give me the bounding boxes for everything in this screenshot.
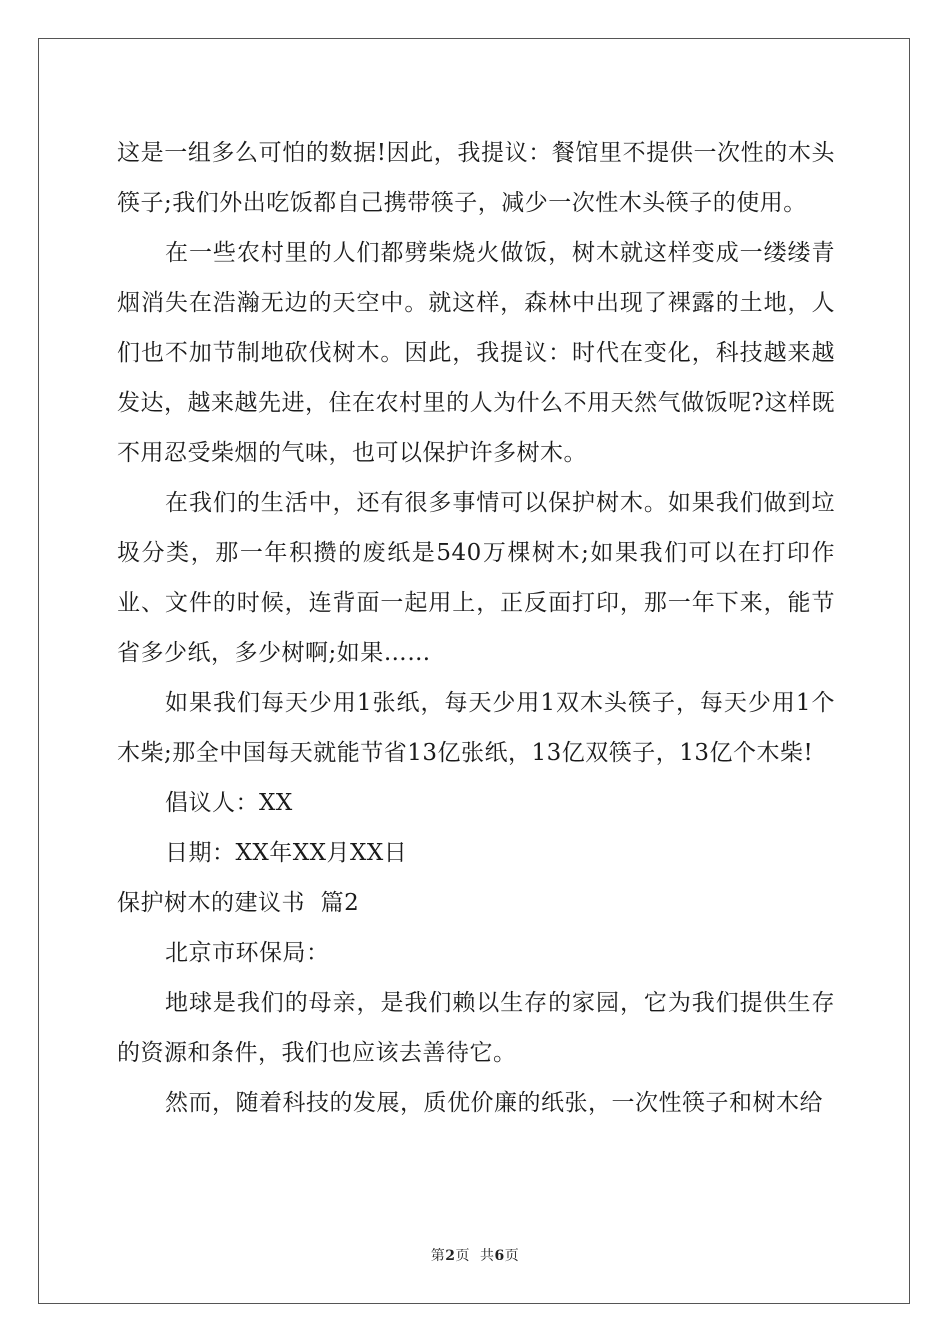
section-heading: 保护树木的建议书 篇2 bbox=[117, 890, 360, 916]
page-footer bbox=[0, 1245, 950, 1265]
paragraph-1: 这是一组多么可怕的数据!因此，我提议：餐馆里不提供一次性的木头筷子;我们外出吃饭都自己携带筷子，减少一次性木头筷子的使用。 bbox=[117, 140, 835, 216]
total-page-number: 6 bbox=[494, 1248, 505, 1264]
page-mid: 页 共 bbox=[455, 1248, 495, 1264]
paragraph-6: 然而，随着科技的发展，质优价廉的纸张，一次性筷子和树木给 bbox=[165, 1090, 823, 1116]
page-prefix: 第 bbox=[430, 1248, 446, 1264]
signer-line: 倡议人：XX bbox=[165, 790, 293, 816]
date-line: 日期：XX年XX月XX日 bbox=[165, 840, 408, 866]
paragraph-4: 如果我们每天少用1张纸，每天少用1双木头筷子，每天少用1个木柴;那全中国每天就能节省13亿张纸，13亿双筷子，13亿个木柴! bbox=[117, 690, 835, 766]
paragraph-2: 在一些农村里的人们都劈柴烧火做饭，树木就这样变成一缕缕青烟消失在浩瀚无边的天空中。就这样，森林中出现了裸露的土地，人们也不加节制地砍伐树木。因此，我提议：时代在变化，科技越来越发达，越来越先进，住在农村里的人为什么不用天然气做饭呢?这样既不用忍受柴烟的气味，也可以保护许多树木。 bbox=[117, 240, 835, 466]
current-page-number: 2 bbox=[445, 1248, 456, 1264]
salutation: 北京市环保局： bbox=[165, 940, 330, 966]
document-body bbox=[117, 128, 835, 1128]
paragraph-5: 地球是我们的母亲，是我们赖以生存的家园，它为我们提供生存的资源和条件，我们也应该去善待它。 bbox=[117, 990, 835, 1066]
paragraph-3: 在我们的生活中，还有很多事情可以保护树木。如果我们做到垃圾分类，那一年积攒的废纸是540万棵树木;如果我们可以在打印作业、文件的时候，连背面一起用上，正反面打印，那一年下来，能节省多少纸，多少树啊;如果…… bbox=[117, 490, 835, 666]
page-suffix: 页 bbox=[504, 1248, 520, 1264]
